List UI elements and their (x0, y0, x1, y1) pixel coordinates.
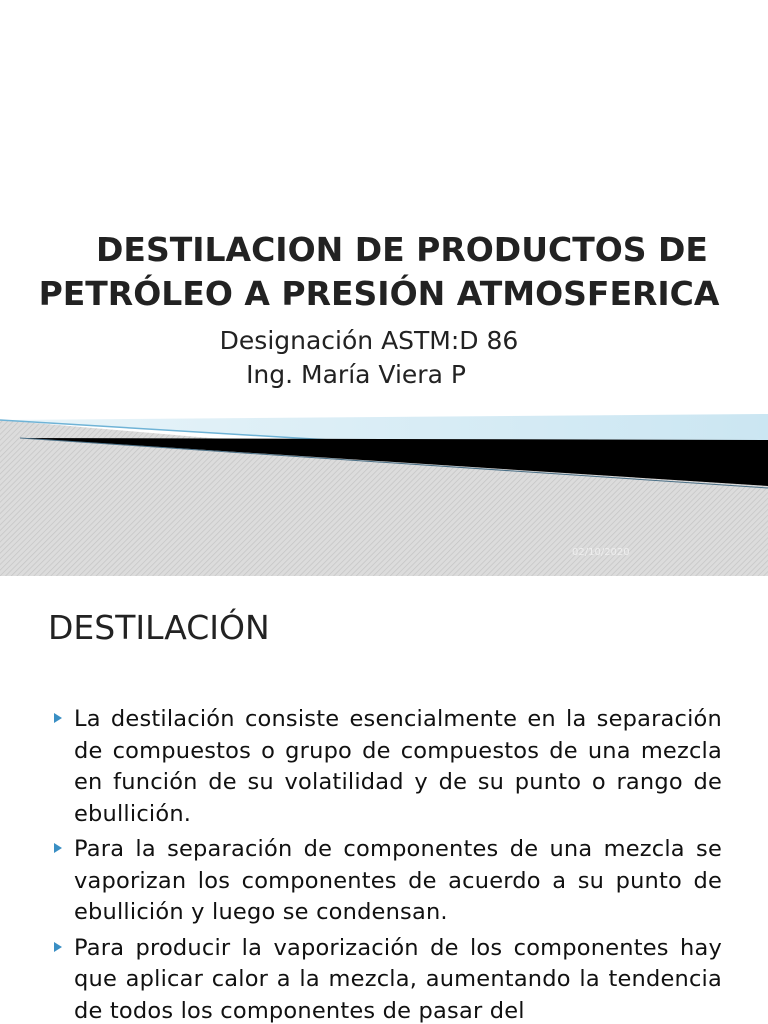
author-text: Ing. María Viera P (246, 360, 466, 389)
bullet-list (48, 704, 722, 1024)
bullet-item (48, 933, 722, 1024)
bullet-text: La destilación consiste esencialmente en la separación de compuestos o grupo de compuestos de una mezcla en función de su volatilidad y de su punto o rango de ebullición. (74, 706, 722, 827)
bullet-item (48, 834, 722, 929)
designation-text: Designación ASTM:D 86 (219, 326, 519, 355)
triangle-bullet-icon (54, 843, 62, 853)
triangle-bullet-icon (54, 713, 62, 723)
slide-subtitle (0, 324, 768, 392)
slide-title (0, 228, 768, 316)
bullet-text: Para producir la vaporización de los componentes hay que aplicar calor a la mezcla, aumentando la tendencia de todos los componentes de pasar del (74, 934, 722, 1024)
section-heading: DESTILACIÓN (48, 608, 270, 647)
slide-title-line-1: DESTILACION DE PRODUCTOS DE (96, 230, 708, 269)
slide-title-line-2: PETRÓLEO A PRESIÓN ATMOSFERICA (38, 274, 720, 313)
triangle-bullet-icon (54, 942, 62, 952)
bullet-item (48, 704, 722, 830)
date-stamp: 02/10/2020 (572, 547, 630, 558)
content-slide (0, 576, 768, 1024)
bullet-text: Para la separación de componentes de una mezcla se vaporizan los componentes de acuerdo a su punto de ebullición y luego se condensan. (74, 836, 722, 925)
decorative-band (0, 400, 768, 576)
